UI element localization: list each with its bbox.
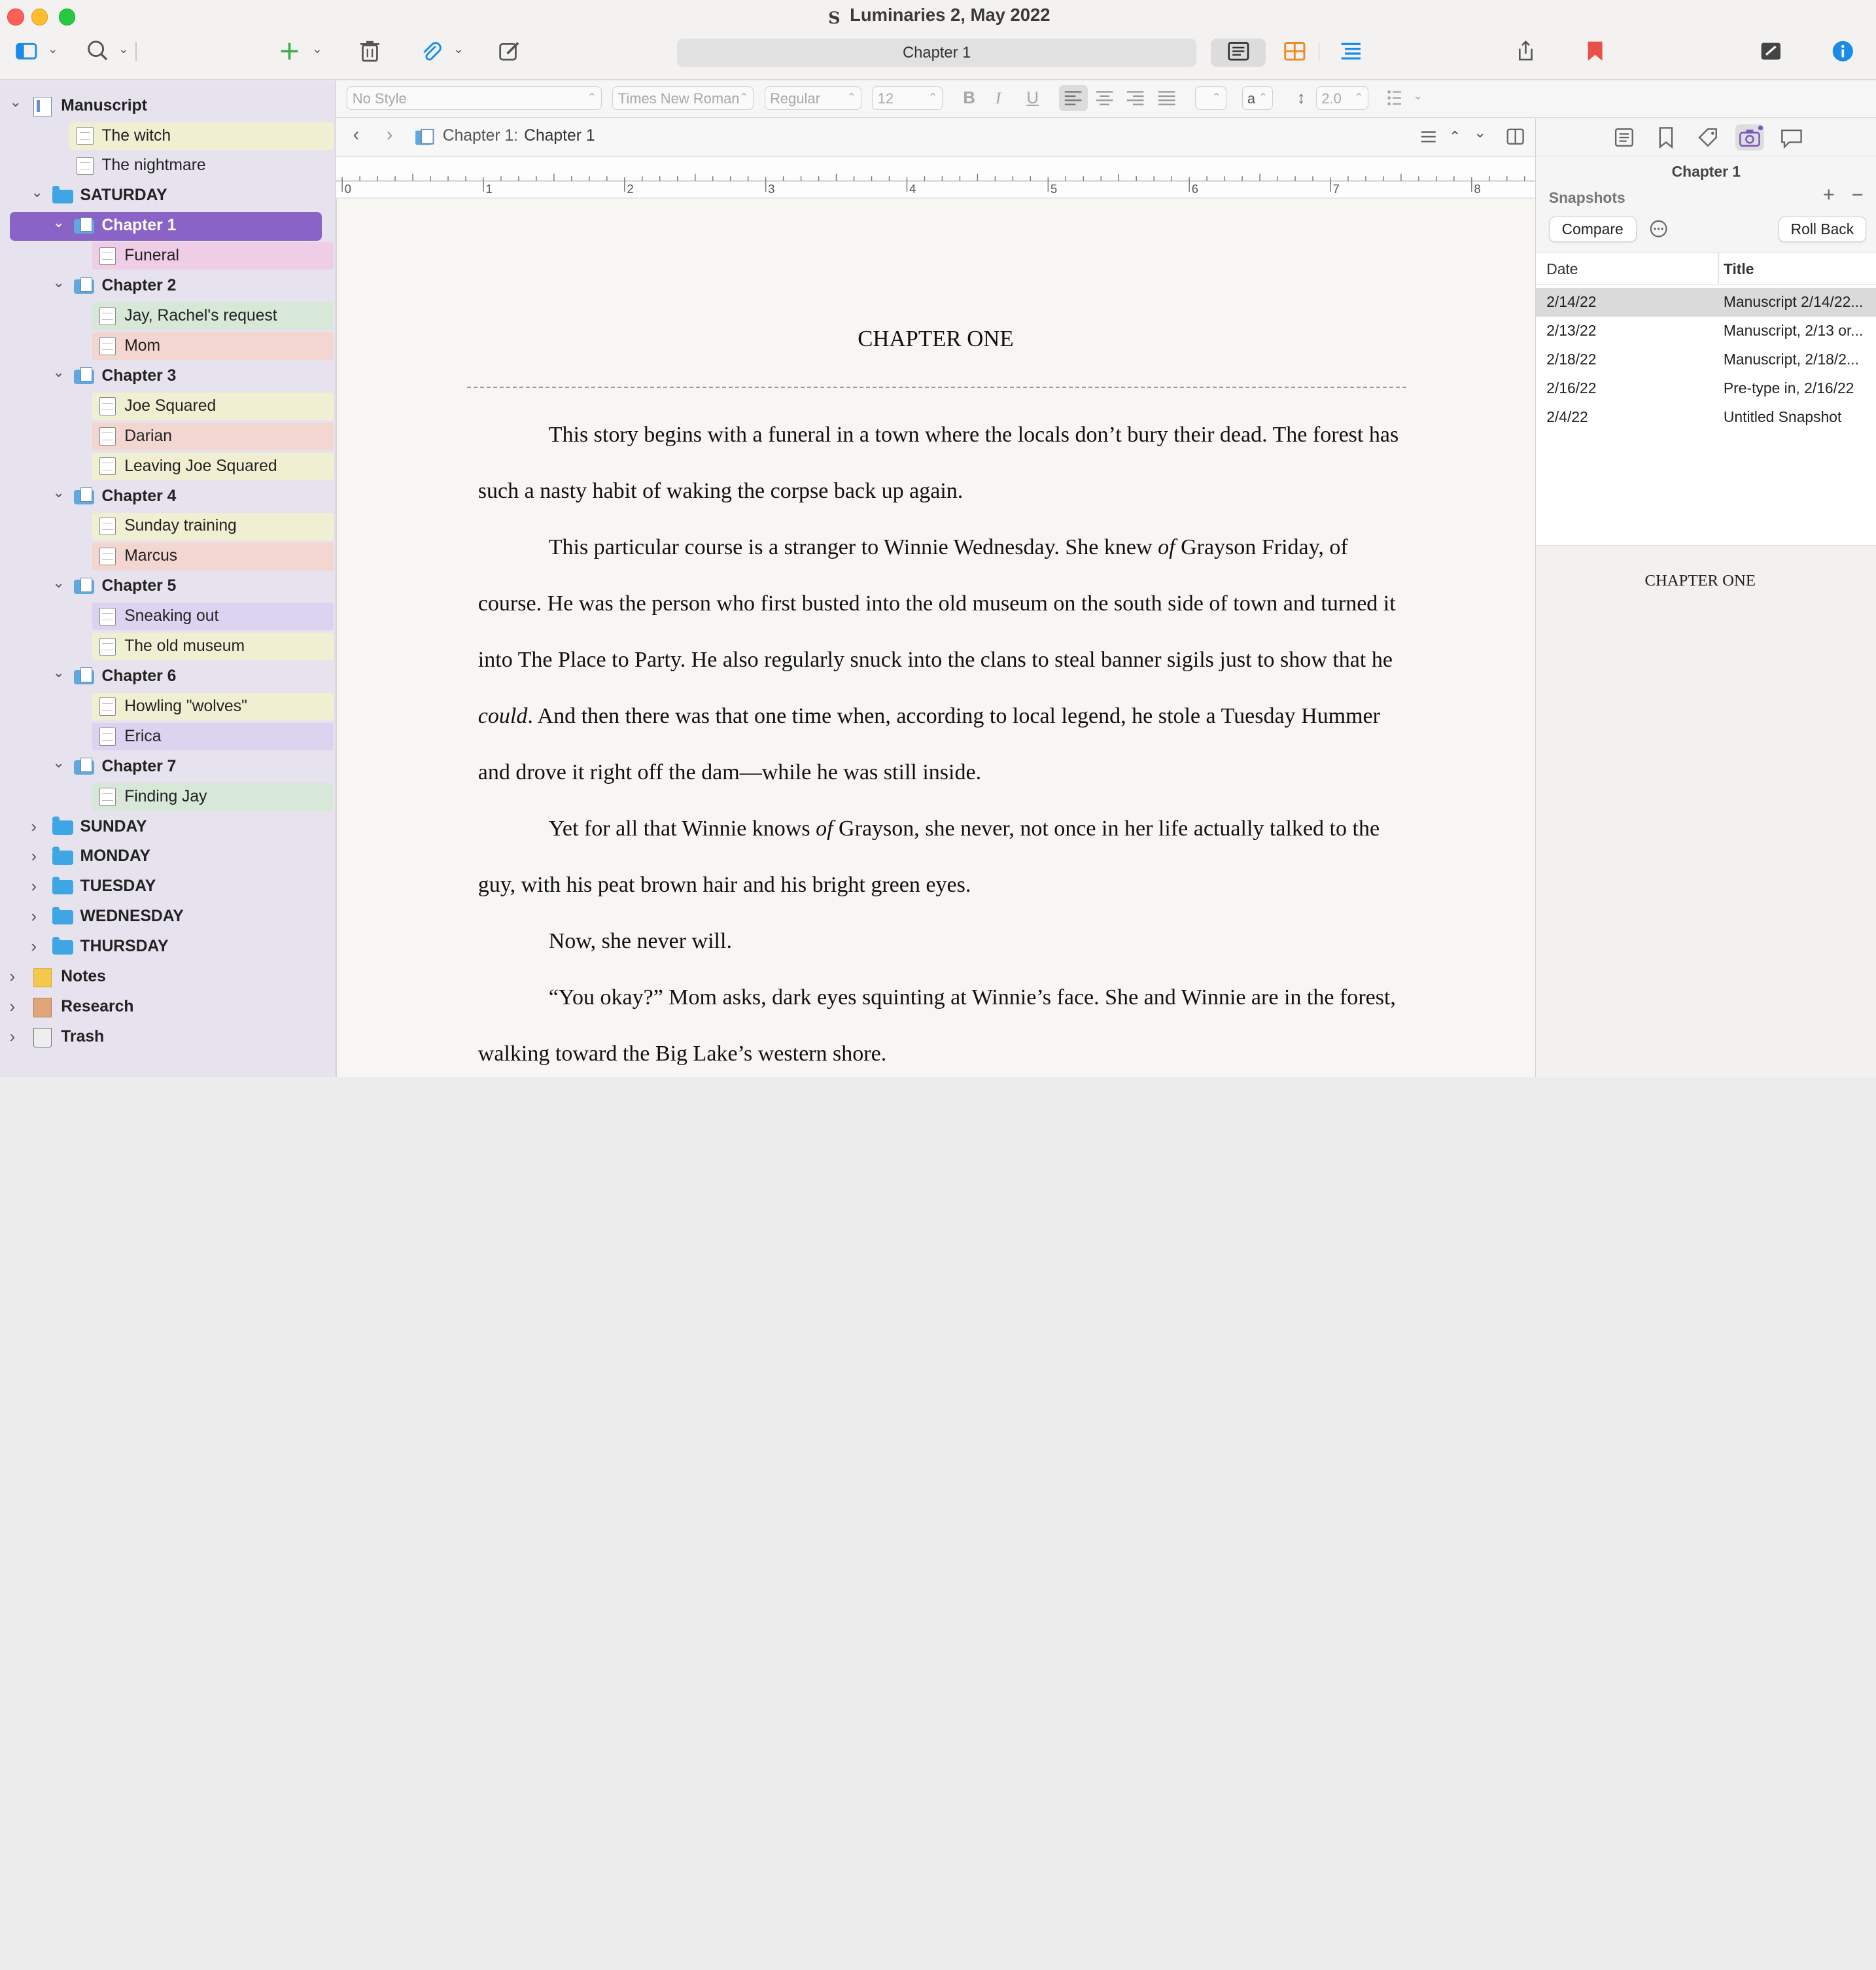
folder-icon — [52, 820, 73, 835]
next-document-icon[interactable]: ⌄ — [1474, 124, 1486, 141]
trash-icon[interactable] — [359, 39, 381, 63]
binder-item-label: WEDNESDAY — [80, 907, 184, 926]
compare-button[interactable]: Compare — [1549, 217, 1637, 242]
align-justify-icon[interactable] — [1157, 88, 1176, 107]
disclosure-expanded-icon[interactable]: ⌄ — [52, 574, 65, 591]
paperclip-chevron-icon[interactable]: ⌄ — [453, 42, 464, 56]
binder-item-chapter-7[interactable] — [0, 754, 334, 779]
binder-item-label: Jay, Rachel's request — [124, 307, 277, 325]
binder-item-monday[interactable] — [0, 844, 334, 869]
binder-item-label: Funeral — [124, 247, 179, 265]
folder-icon — [52, 190, 73, 204]
document-icon — [99, 427, 116, 445]
binder-toggle-icon[interactable] — [14, 39, 39, 63]
trash-folder-icon — [33, 1028, 52, 1047]
snapshot-row[interactable] — [1536, 288, 1876, 317]
scrivener-doc-icon: S — [828, 8, 841, 28]
highlight-select[interactable]: a ⌃ — [1242, 86, 1274, 111]
snapshot-title: Manuscript 2/14/22... — [1723, 292, 1864, 310]
italic-icon[interactable]: I — [995, 88, 1001, 107]
bold-icon[interactable]: B — [963, 88, 975, 107]
binder-item-joe-squared[interactable] — [0, 394, 334, 419]
disclosure-collapsed-icon[interactable]: › — [31, 847, 37, 866]
binder-item-sneaking-out[interactable] — [0, 604, 334, 629]
binder-item-label: Leaving Joe Squared — [124, 457, 277, 475]
snapshot-title: Pre-type in, 2/16/22 — [1723, 379, 1854, 396]
window-title: Luminaries 2, May 2022 — [850, 5, 1051, 26]
disclosure-expanded-icon[interactable]: ⌄ — [52, 364, 65, 381]
binder-item-label: Chapter 4 — [101, 487, 177, 505]
snapshot-row[interactable] — [1536, 403, 1876, 432]
align-left-icon[interactable] — [1064, 88, 1083, 107]
ruler-scale — [336, 157, 1535, 198]
document-title-field[interactable]: Chapter 1 — [677, 39, 1196, 67]
document-icon — [99, 247, 116, 265]
text-run: Now, she never will. — [548, 928, 732, 953]
date-column-header[interactable]: Date — [1546, 260, 1578, 277]
disclosure-expanded-icon[interactable]: ⌄ — [52, 484, 65, 501]
snapshot-preview — [1536, 546, 1876, 1077]
binder-item-label: Joe Squared — [124, 396, 217, 415]
binder-sidebar — [0, 80, 336, 1078]
font-weight-select[interactable]: Regular ⌃ — [765, 86, 861, 111]
disclosure-collapsed-icon[interactable]: › — [9, 1027, 16, 1046]
single-document-icon[interactable] — [1226, 39, 1251, 63]
binder-item-funeral[interactable] — [0, 243, 334, 268]
ruler-label: 5 — [1050, 181, 1058, 196]
binder-item-label: Erica — [124, 727, 162, 745]
text-run: This particular course is a stranger to Winnie Wednesday. She knew — [548, 535, 1158, 559]
header-menu-icon[interactable] — [1420, 130, 1437, 144]
inspector-tabs — [1536, 118, 1876, 156]
folder-icon — [52, 910, 73, 924]
toolbar-separator — [135, 42, 137, 61]
notes-tab-icon[interactable] — [1610, 124, 1639, 150]
binder-item-chapter-4[interactable] — [0, 484, 334, 509]
binder-item-tuesday[interactable] — [0, 874, 334, 899]
binder-item-jay-rachel-s-request[interactable] — [0, 304, 334, 328]
format-bar — [336, 80, 1876, 118]
binder-item-label: Mom — [124, 336, 161, 355]
underline-icon[interactable]: U — [1026, 88, 1039, 107]
inspector-info-icon[interactable] — [1831, 39, 1855, 63]
paragraph[interactable] — [478, 519, 1406, 801]
document-icon — [99, 397, 116, 415]
text-run: Grayson, she never, not once in her life actually talked to the guy, with his peat brown hair and his bright green eyes. — [478, 816, 1380, 897]
snapshot-date: 2/16/22 — [1546, 379, 1597, 396]
snapshot-row[interactable] — [1536, 317, 1876, 345]
more-options-icon[interactable] — [1649, 219, 1668, 238]
snapshots-tab-icon[interactable] — [1735, 124, 1764, 150]
add-snapshot-icon[interactable]: + — [1822, 183, 1835, 206]
ruler-label: 4 — [909, 181, 916, 196]
ruler-label: 6 — [1191, 181, 1198, 196]
binder-item-label: Chapter 5 — [101, 577, 177, 595]
document-icon — [77, 127, 94, 145]
binder-item-label: Darian — [124, 427, 172, 445]
binder-item-chapter-6[interactable] — [0, 664, 334, 689]
metadata-tab-icon[interactable] — [1694, 124, 1722, 150]
binder-item-notes[interactable] — [0, 964, 334, 989]
snapshot-date: 2/18/22 — [1546, 350, 1597, 368]
binder-item-label: Chapter 6 — [101, 667, 177, 685]
binder-item-label: Finding Jay — [124, 787, 207, 805]
binder-item-chapter-1[interactable] — [0, 213, 334, 238]
binder-item-label: Manuscript — [61, 96, 147, 114]
add-chevron-icon[interactable]: ⌄ — [312, 42, 322, 56]
disclosure-collapsed-icon[interactable]: › — [9, 997, 16, 1016]
back-arrow-icon[interactable]: ‹ — [353, 124, 360, 146]
document-icon — [99, 788, 116, 805]
binder-item-leaving-joe-squared[interactable] — [0, 454, 334, 479]
disclosure-expanded-icon[interactable]: ⌄ — [9, 94, 22, 111]
binder-item-label: Chapter 3 — [101, 366, 177, 385]
binder-item-wednesday[interactable] — [0, 904, 334, 929]
paragraph[interactable] — [478, 801, 1406, 913]
ruler-label: 8 — [1474, 181, 1481, 196]
binder-item-label: SUNDAY — [80, 817, 147, 835]
binder-item-label: The nightmare — [101, 156, 206, 175]
folder-icon — [52, 851, 73, 865]
editor-header — [336, 118, 1535, 156]
list-chevron-icon[interactable]: ⌄ — [1413, 88, 1423, 102]
binder-item-the-old-museum[interactable] — [0, 634, 334, 659]
binder-item-label: SATURDAY — [80, 186, 167, 205]
ruler[interactable] — [336, 157, 1535, 198]
binder-item-research[interactable] — [0, 994, 334, 1019]
binder-item-label: Research — [61, 997, 134, 1015]
binder-item-manuscript[interactable] — [0, 94, 334, 118]
italic-text: could — [478, 703, 528, 728]
text-color-select[interactable] — [1195, 86, 1226, 111]
roll-back-button[interactable]: Roll Back — [1779, 217, 1866, 242]
binder-item-label: TUESDAY — [80, 877, 156, 896]
disclosure-collapsed-icon[interactable]: › — [31, 907, 37, 926]
text-run: This story begins with a funeral in a town where the locals don’t bury their dead. The forest has such a nasty habit of waking the corpse back up again. — [478, 422, 1399, 503]
research-icon — [33, 998, 52, 1017]
binder-toggle-chevron-icon[interactable]: ⌄ — [48, 42, 58, 56]
editor-path-prefix: Chapter 1: — [442, 126, 519, 145]
inspector-panel — [1535, 118, 1876, 1077]
disclosure-collapsed-icon[interactable]: › — [31, 938, 37, 957]
ruler-label: 1 — [485, 181, 493, 196]
share-icon[interactable] — [1515, 39, 1537, 63]
binder-item-label: The old museum — [124, 637, 245, 656]
binder-item-howling-wolves[interactable] — [0, 694, 334, 719]
ruler-label: 7 — [1332, 181, 1340, 196]
outliner-icon[interactable] — [1339, 39, 1363, 63]
manuscript-icon — [33, 97, 52, 116]
disclosure-expanded-icon[interactable]: ⌄ — [52, 754, 65, 771]
previous-document-icon[interactable]: ⌃ — [1449, 128, 1461, 145]
document-icon — [99, 728, 116, 745]
ruler-label: 2 — [627, 181, 634, 196]
paragraph[interactable] — [478, 970, 1406, 1082]
folder-icon — [52, 940, 73, 955]
text-run: Yet for all that Winnie knows — [548, 816, 816, 841]
snapshot-date: 2/4/22 — [1546, 408, 1588, 425]
align-right-icon[interactable] — [1126, 88, 1145, 107]
snapshot-title: Manuscript, 2/18/2... — [1723, 350, 1859, 368]
binder-item-label: MONDAY — [80, 847, 150, 866]
composition-mode-icon[interactable] — [1759, 39, 1783, 63]
binder-item-erica[interactable] — [0, 724, 334, 749]
snapshot-preview-title: CHAPTER ONE — [1644, 572, 1756, 590]
window-title-container — [0, 5, 1876, 28]
disclosure-collapsed-icon[interactable]: › — [31, 817, 37, 836]
binder-item-the-witch[interactable] — [0, 124, 334, 149]
document-icon — [99, 548, 116, 565]
snapshot-title: Untitled Snapshot — [1723, 408, 1842, 425]
text-run: . And then there was that one time when, according to local legend, he stole a Tuesday Hummer and drove it right off the dam—while he was still inside. — [478, 703, 1380, 784]
split-editor-icon[interactable] — [1506, 128, 1524, 145]
notes-icon — [33, 968, 52, 987]
binder-item-label: Howling "wolves" — [124, 697, 247, 715]
add-icon[interactable] — [279, 39, 300, 63]
list-icon[interactable] — [1387, 88, 1408, 107]
editor-page[interactable] — [336, 199, 1536, 1078]
document-body[interactable] — [478, 407, 1406, 1082]
snapshot-row[interactable] — [1536, 374, 1876, 403]
binder-item-label: Marcus — [124, 547, 178, 565]
snapshot-date: 2/14/22 — [1546, 292, 1597, 310]
binder-item-label: Trash — [61, 1027, 105, 1046]
italic-text: of — [1158, 535, 1175, 559]
chapter-folder-icon — [74, 490, 94, 504]
binder-item-finding-jay[interactable] — [0, 784, 334, 809]
section-divider — [467, 387, 1406, 388]
snapshots-label: Snapshots — [1548, 188, 1625, 206]
snapshot-title: Manuscript, 2/13 or... — [1723, 321, 1864, 339]
snapshot-date: 2/13/22 — [1546, 321, 1597, 339]
title-bar — [0, 0, 1876, 80]
style-select[interactable]: No Style ⌃ — [347, 86, 602, 111]
folder-icon — [52, 880, 73, 894]
toolbar-separator — [1319, 42, 1320, 61]
line-spacing-icon[interactable]: ↕ — [1296, 88, 1306, 107]
document-icon — [99, 308, 116, 325]
binder-item-marcus[interactable] — [0, 544, 334, 569]
binder-item-trash[interactable] — [0, 1025, 334, 1049]
binder-item-label: THURSDAY — [80, 938, 169, 956]
binder-item-label: Chapter 2 — [101, 277, 177, 295]
disclosure-expanded-icon[interactable]: ⌄ — [31, 183, 43, 200]
binder-item-chapter-2[interactable] — [0, 273, 334, 298]
document-icon — [99, 608, 116, 625]
binder-item-label: Chapter 1 — [101, 217, 177, 235]
title-column-header[interactable]: Title — [1723, 260, 1754, 277]
binder-item-mom[interactable] — [0, 334, 334, 359]
line-spacing-select[interactable]: 2.0 ⌃ — [1316, 86, 1368, 111]
snapshots-table-header — [1536, 253, 1876, 285]
bookmarks-tab-icon[interactable] — [1652, 124, 1680, 150]
binder-item-label: Chapter 7 — [101, 757, 177, 775]
ruler-label: 3 — [768, 181, 775, 196]
column-divider — [1718, 253, 1719, 285]
paragraph[interactable] — [478, 913, 1406, 970]
remove-snapshot-icon[interactable]: − — [1851, 183, 1864, 206]
font-family-select[interactable]: Times New Roman ⌃ — [612, 86, 754, 111]
chapter-folder-icon — [74, 670, 94, 684]
chapter-folder-icon — [74, 580, 94, 594]
disclosure-collapsed-icon[interactable]: › — [31, 877, 37, 896]
chapter-folder-icon — [74, 760, 94, 775]
document-icon — [99, 457, 116, 475]
binder-item-label: Sunday training — [124, 517, 237, 535]
chapter-folder-icon — [74, 219, 94, 234]
disclosure-collapsed-icon[interactable]: › — [9, 968, 16, 987]
search-chevron-icon[interactable]: ⌄ — [118, 42, 129, 56]
disclosure-expanded-icon[interactable]: ⌄ — [52, 273, 65, 290]
binder-item-the-nightmare[interactable] — [0, 153, 334, 178]
comments-tab-icon[interactable] — [1777, 124, 1806, 150]
binder-item-sunday[interactable] — [0, 815, 334, 839]
binder-item-thursday[interactable] — [0, 934, 334, 959]
disclosure-expanded-icon[interactable]: ⌄ — [52, 664, 65, 681]
font-size-select[interactable]: 12 ⌃ — [872, 86, 943, 111]
binder-item-darian[interactable] — [0, 424, 334, 449]
binder-item-label: Notes — [61, 968, 106, 986]
chapter-title: CHAPTER ONE — [858, 325, 1014, 351]
chapter-folder-icon — [74, 370, 94, 384]
paperclip-icon[interactable] — [419, 39, 443, 63]
snapshot-row[interactable] — [1536, 345, 1876, 374]
binder-item-label: The witch — [101, 126, 171, 145]
text-run: “You okay?” Mom asks, dark eyes squinting at Winnie’s face. She and Winnie are in the forest, walking toward the Big Lake’s western shore. — [478, 985, 1396, 1066]
forward-arrow-icon[interactable]: › — [386, 124, 393, 146]
binder-item-label: Sneaking out — [124, 607, 219, 625]
corkboard-icon[interactable] — [1283, 39, 1307, 63]
document-icon — [99, 638, 116, 656]
document-icon — [99, 697, 116, 715]
chapter-folder-icon — [74, 279, 94, 294]
ruler-label: 0 — [344, 181, 351, 196]
compose-icon[interactable] — [498, 39, 522, 63]
editor-document-title[interactable]: Chapter 1 — [524, 126, 595, 145]
document-icon — [99, 337, 116, 355]
chapter-folder-icon — [415, 128, 436, 146]
bookmark-icon[interactable] — [1586, 39, 1605, 63]
snapshots-table — [1536, 253, 1876, 546]
align-center-icon[interactable] — [1095, 88, 1114, 107]
document-icon — [77, 157, 94, 175]
paragraph[interactable] — [478, 407, 1406, 519]
binder-item-saturday[interactable] — [0, 183, 334, 208]
binder-item-chapter-3[interactable] — [0, 364, 334, 389]
document-icon — [99, 518, 116, 535]
search-icon[interactable] — [86, 39, 111, 63]
binder-item-sunday-training[interactable] — [0, 514, 334, 538]
binder-item-chapter-5[interactable] — [0, 574, 334, 599]
inspector-title: Chapter 1 — [1671, 162, 1741, 180]
text-run: Grayson Friday, of course. He was the person who first busted into the old museum on the south side of town and turned it into The Place to Party. He also regularly snuck into the clans to steal banner sigils just to show that he — [478, 535, 1396, 672]
italic-text: of — [816, 816, 833, 841]
disclosure-expanded-icon[interactable]: ⌄ — [52, 213, 65, 230]
